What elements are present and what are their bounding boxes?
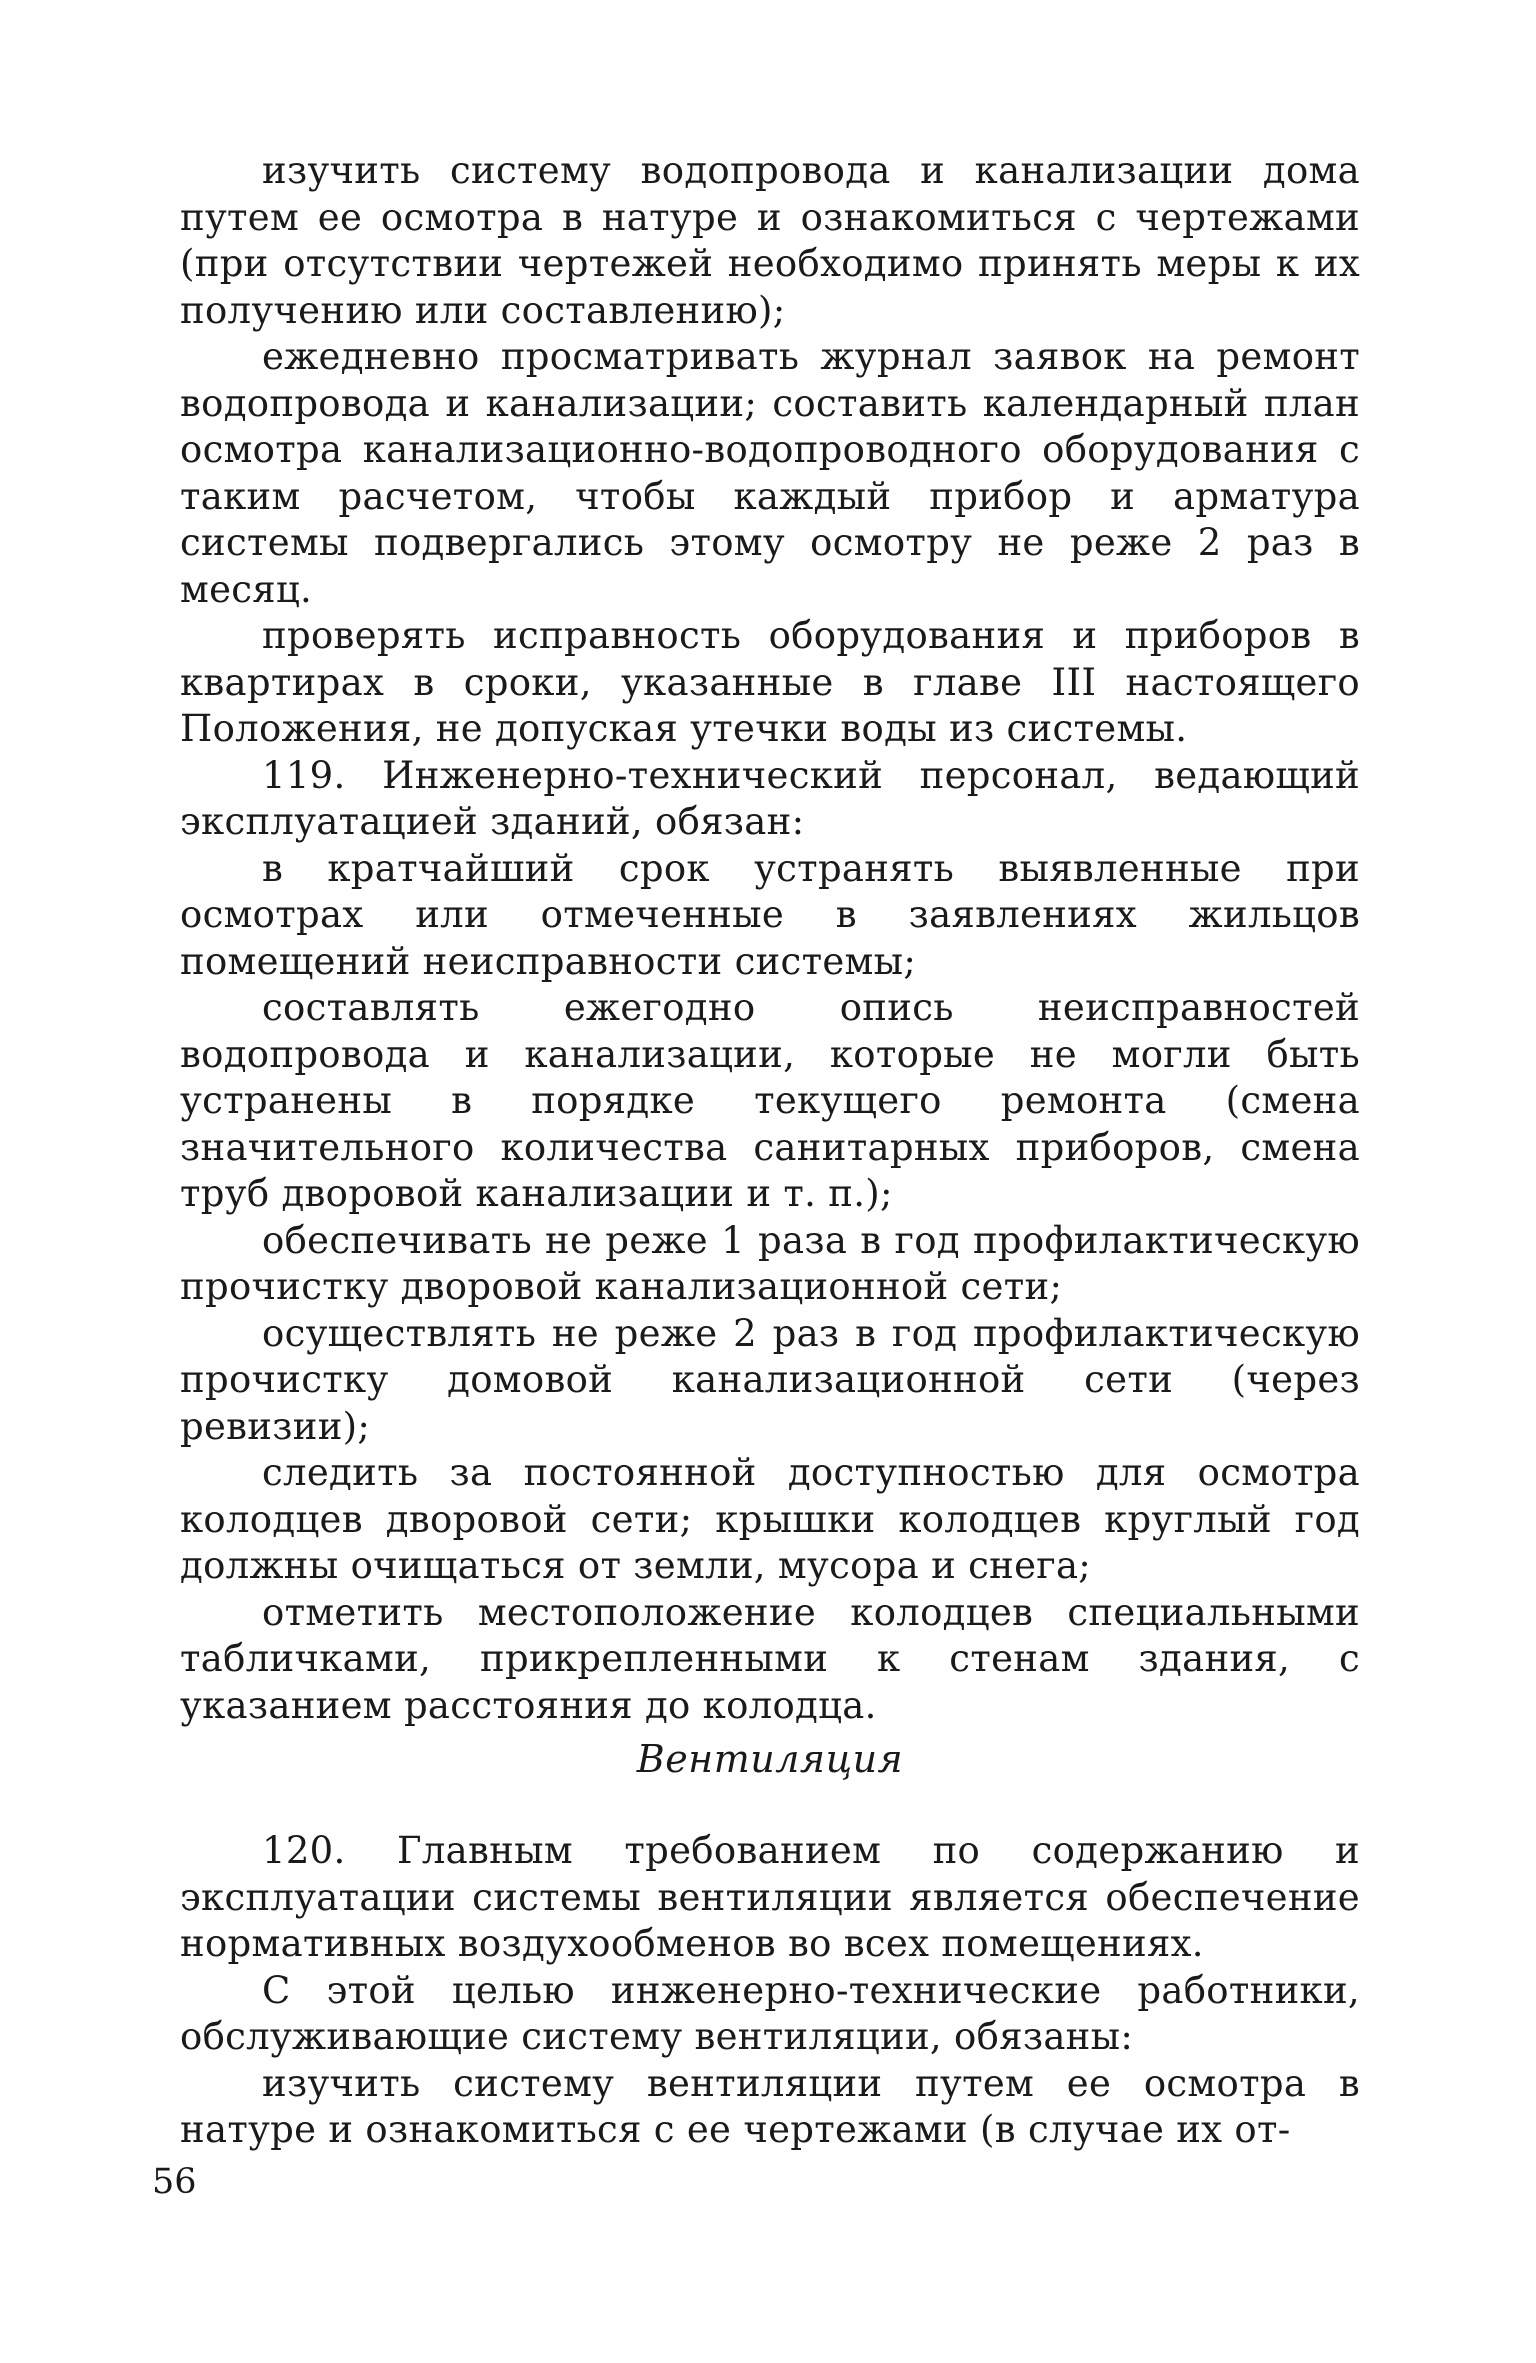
paragraph-120: 120. Главным требованием по содержанию и эксплуатации системы вентиляции является обеспечение нормативных воздухообменов во всех помещениях.	[180, 1829, 1360, 1965]
paragraph-fix-faults: в кратчайший срок устранять выявленные при осмотрах или отмеченные в заявлениях жильцов помещений неисправности системы;	[180, 846, 1360, 983]
body-text-bottom	[180, 1828, 1360, 2154]
paragraph-wells-signs: отметить местоположение колодцев специальными табличками, прикрепленными к стенам здания, с указанием расстояния до колодца.	[180, 1590, 1360, 1727]
paragraph-daily-journal: ежедневно просматривать журнал заявок на ремонт водопровода и канализации; составить календарный план осмотра канализационно-водопроводного оборудования с таким расчетом, чтобы каждый прибор и арматура системы подвергались этому осмотру не реже 2 раз в месяц.	[180, 335, 1360, 611]
paragraph-119: 119. Инженерно-технический персонал, ведающий эксплуатацией зданий, обязан:	[180, 753, 1360, 843]
page-number: 56	[152, 2162, 197, 2202]
paragraph-annual-inventory: составлять ежегодно опись неисправностей водопровода и канализации, которые не могли быть устранены в порядке текущего ремонта (смена значительного количества санитарных приборов, смена труб дворовой канализации и т. п.);	[180, 986, 1360, 1215]
paragraph-house-cleaning: осуществлять не реже 2 раз в год профилактическую прочистку домовой канализационной сети (через ревизии);	[180, 1311, 1360, 1448]
body-text-top	[180, 148, 1360, 1729]
paragraph-check-equipment: проверять исправность оборудования и приборов в квартирах в сроки, указанные в главе III настоящего Положения, не допуская утечки воды из системы.	[180, 614, 1360, 750]
paragraph-ventilation-staff: С этой целью инженерно-технические работники, обслуживающие систему вентиляции, обязаны:	[180, 1968, 1360, 2058]
paragraph-study-ventilation: изучить систему вентиляции путем ее осмотра в натуре и ознакомиться с ее чертежами (в случае их от-	[180, 2061, 1360, 2151]
paragraph-yard-cleaning: обеспечивать не реже 1 раза в год профилактическую прочистку дворовой канализационной сети;	[180, 1218, 1360, 1308]
section-heading: Вентиляция	[636, 1737, 904, 1781]
paragraph-wells-access: следить за постоянной доступностью для осмотра колодцев дворовой сети; крышки колодцев круглый год должны очищаться от земли, мусора и снега;	[180, 1451, 1360, 1587]
paragraph-study-water-system: изучить систему водопровода и канализации дома путем ее осмотра в натуре и ознакомиться с чертежами (при отсутствии чертежей необходимо принять меры к их получению или составлению);	[180, 149, 1360, 332]
